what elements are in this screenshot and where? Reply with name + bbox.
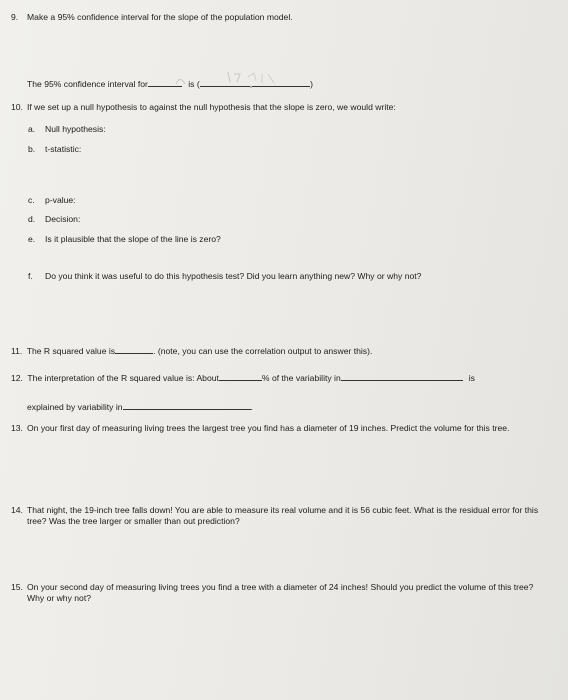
q12-text-a: The interpretation of the R squared value is: About bbox=[27, 373, 219, 383]
erased-pencil-marks bbox=[168, 68, 298, 90]
q12-explanatory-blank[interactable] bbox=[123, 401, 251, 410]
q11-number: 11. bbox=[11, 346, 23, 356]
q10-text: If we set up a null hypothesis to against the null hypothesis that the slope is zero, we would write: bbox=[27, 102, 396, 112]
q11-text-a: The R squared value is bbox=[26, 346, 116, 356]
q10b-letter: b. bbox=[28, 144, 36, 154]
q13-text: On your first day of measuring living trees the largest tree you find has a diameter of 19 inches. Predict the volume for this tree. bbox=[27, 423, 510, 433]
q12-text-b: % of the variability in bbox=[261, 373, 341, 383]
q12-text-c: is bbox=[468, 373, 475, 383]
q10-number: 10. bbox=[11, 102, 23, 112]
q10c-letter: c. bbox=[28, 195, 35, 205]
q12-line2-end: . bbox=[250, 402, 253, 412]
q12-percent-blank[interactable] bbox=[219, 372, 262, 381]
q15-text: On your second day of measuring living trees you find a tree with a diameter of 24 inches! Should you predict the volume of this tree? Why or why not? bbox=[27, 582, 534, 603]
q10a-text: Null hypothesis: bbox=[45, 124, 106, 134]
q9-ci-comma: , bbox=[249, 79, 253, 89]
q13-number: 13. bbox=[11, 423, 23, 433]
q14-number: 14. bbox=[11, 505, 23, 515]
q9-ci-label: The 95% confidence interval for bbox=[27, 79, 148, 89]
q14-text: That night, the 19-inch tree falls down! You are able to measure its real volume and it is 56 cubic feet. What is the residual error for this tree? Was the tree larger or smaller than out prediction? bbox=[27, 505, 539, 526]
q11-line bbox=[11, 345, 372, 357]
q10c-text: p-value: bbox=[45, 195, 76, 205]
q15-number: 15. bbox=[11, 582, 23, 592]
q11-blank[interactable] bbox=[115, 345, 153, 354]
q12-line2 bbox=[27, 401, 253, 413]
q9-ci-close: ) bbox=[310, 79, 313, 89]
q10f-text: Do you think it was useful to do this hypothesis test? Did you learn anything new? Why or why not? bbox=[45, 271, 422, 281]
q9-text: Make a 95% confidence interval for the slope of the population model. bbox=[27, 12, 293, 22]
q9-ci-is: is ( bbox=[188, 79, 200, 89]
q10d-text: Decision: bbox=[45, 214, 81, 224]
q10f-letter: f. bbox=[28, 271, 33, 281]
q10a-letter: a. bbox=[28, 124, 36, 134]
q12-line1 bbox=[11, 372, 475, 384]
q12-line2-text: explained by variability in bbox=[27, 402, 123, 412]
q10d-letter: d. bbox=[28, 214, 36, 224]
q11-text-b: . (note, you can use the correlation output to answer this). bbox=[153, 346, 373, 356]
q12-number: 12. bbox=[11, 373, 23, 383]
q9-number: 9. bbox=[11, 12, 19, 22]
q12-response-blank[interactable] bbox=[341, 372, 463, 381]
q10e-letter: e. bbox=[28, 234, 36, 244]
q10e-text: Is it plausible that the slope of the line is zero? bbox=[45, 234, 221, 244]
q10b-text: t-statistic: bbox=[45, 144, 82, 154]
